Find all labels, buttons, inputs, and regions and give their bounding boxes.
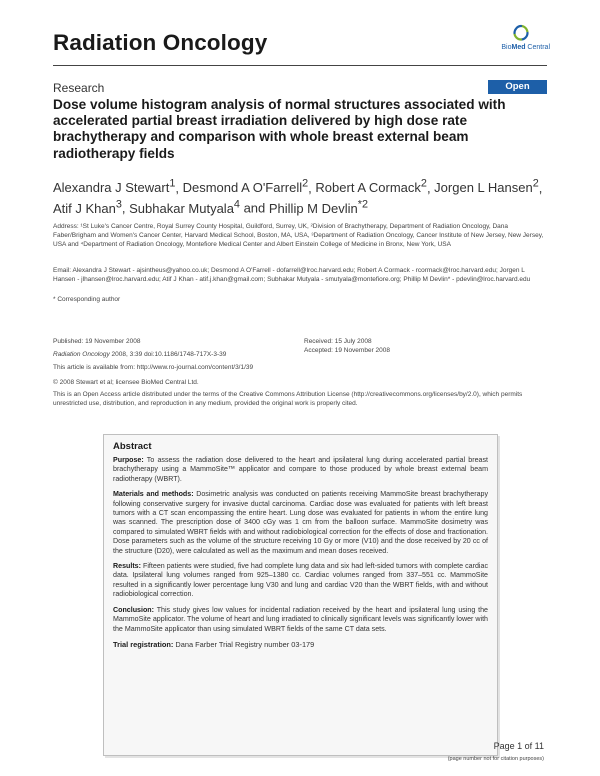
author[interactable]: Atif J Khan$^3$	[53, 198, 122, 216]
accepted-date: Accepted: 19 November 2008	[304, 347, 390, 354]
abstract-purpose: Purpose: To assess the radiation dose delivered to the heart and ipsilateral lung during accelerated partial breast brachytherapy using a MammoSite™ applicator and compare to those produced by whole breast external beam radiotherapy (WBRT).	[113, 456, 488, 483]
header-divider	[53, 65, 547, 66]
license-statement: This is an Open Access article distributed under the terms of the Creative Commons Attribution License (http://creativecommons.org/licenses/by/2.0), which permits unrestricted use, distribution, and reproduction in any medium, provided the original work is properly cited.	[53, 391, 523, 407]
publisher-med: Med	[511, 44, 526, 51]
citation-journal: Radiation Oncology	[53, 351, 110, 358]
published-date: Published: 19 November 2008	[53, 338, 141, 345]
received-date: Received: 15 July 2008	[304, 338, 372, 345]
author-list: Alexandra J Stewart$^1$, Desmond A O'Farrell$^2$, Robert A Cormack$^2$, Jorgen L Hansen$^2$, Atif J Khan$^3$, Subhakar Mutyala$^4$ and Phillip M Devlin$^{*2}$	[53, 178, 543, 216]
author[interactable]: Desmond A O'Farrell$^2$	[182, 178, 309, 196]
author[interactable]: Phillip M Devlin$^{*2}$	[268, 198, 368, 216]
section-label: Research	[53, 81, 105, 95]
abstract-conclusion: Conclusion: This study gives low values for incidental radiation received by the heart and ipsilateral lung using the MammoSite applicator. The volume of heart and lung irradiated to clinically significant levels was significantly lower with the MammoSite applicator than using simulated WBRT fields of the same CT data sets.	[113, 605, 488, 633]
publisher-central: Central	[525, 44, 550, 51]
trial-registration: Trial registration: Dana Farber Trial Registry number 03-179	[113, 639, 315, 649]
publisher-name	[486, 44, 550, 51]
corresponding-author-note: * Corresponding author	[53, 296, 121, 303]
page-number-note: (page number not for citation purposes)	[447, 756, 544, 762]
open-access-badge: Open Access	[488, 80, 547, 94]
author[interactable]: Robert A Cormack$^2$	[315, 178, 427, 196]
publisher-bio: Bio	[501, 44, 512, 51]
abstract-methods: Materials and methods: Dosimetric analysis was conducted on patients receiving MammoSite breast brachytherapy following conservative surgery for invasive ductal carcinoma. Cardiac dose was evaluated for patients with left breast tumors with a CT scan encompassing the entire heart. Lung dose was evaluated for patients in whom the entire lung was scanned. The prescription dose of 3400 cGy was 1 cm from the balloon surface. MammoSite dosimetry was compared to simulated WBRT fields with and without radiobiological correction for the effects of dose and fractionation. Dose parameters such as the volume of the structure receiving 10 Gy or more (V10) and the dose received by 20 cc of the structure (D20), were calculated as well as the maximum and mean doses received.	[113, 490, 489, 555]
citation-details: 2008, 3:39 doi:10.1186/1748-717X-3-39	[109, 351, 227, 358]
abstract-heading: Abstract	[113, 441, 152, 452]
author[interactable]: Subhakar Mutyala$^4$	[129, 198, 240, 216]
author[interactable]: Alexandra J Stewart$^1$	[53, 178, 176, 196]
copyright: © 2008 Stewart et al; licensee BioMed Central Ltd.	[53, 379, 199, 386]
page-number: Page 1 of 11	[493, 741, 544, 751]
author[interactable]: Jorgen L Hansen$^2$	[434, 178, 539, 196]
journal-title: Radiation Oncology	[53, 30, 268, 55]
article-url[interactable]: This article is available from: http://www.ro-journal.com/content/3/1/39	[53, 364, 254, 371]
abstract-results: Results: Fifteen patients were studied, five had complete lung data and six had left-sided tumors with complete cardiac data. Ipsilateral lung volumes ranged from 925–1380 cc. Cardiac volumes ranged from 337–551 cc. MammoSite resulted in a significantly lower percentage lung V30 and lung and cardiac V20 than the WBRT fields, with and without radiobiological correction.	[113, 562, 488, 599]
biomed-central-logo[interactable]	[486, 24, 550, 54]
author-emails: Email: Alexandra J Stewart - ajsintheus@yahoo.co.uk; Desmond A O'Farrell - dofarrell@lroc.harvard.edu; Robert A Cormack - rcormack@lroc.harvard.edu; Jorgen L Hansen - jlhansen@lroc.harvard.edu; Atif J Khan - atif.j.khan@gmail.com; Subhakar Mutyala - smutyala@montefiore.org; Phillip M Devlin* - pdevlin@lroc.harvard.edu	[53, 267, 531, 283]
article-title: Dose volume histogram analysis of normal structures associated with accelerated partial breast irradiation delivered by high dose rate brachytherapy and comparison with whole breast external beam radiotherapy fields	[53, 97, 506, 161]
copyright-block	[53, 378, 547, 408]
affiliations: Address: ¹St Luke's Cancer Centre, Royal Surrey County Hospital, Guildford, Surrey, UK, ²Division of Brachytherapy, Department of Radiation Oncology, Dana Faber/Brigham and Women's Cancer Center, Harvard Medical School, Boston, MA, USA, ³Department of Radiation Oncology, Cancer Institute of New Jersey, New Jersey, USA and ⁴Department of Radiation Oncology, Montefiore Medical Center and Albert Einstein College of Medicine in Bronx, New York, USA	[53, 223, 544, 248]
abstract-box	[103, 434, 498, 756]
citation	[53, 350, 226, 359]
biomed-central-logo-icon	[512, 24, 530, 42]
